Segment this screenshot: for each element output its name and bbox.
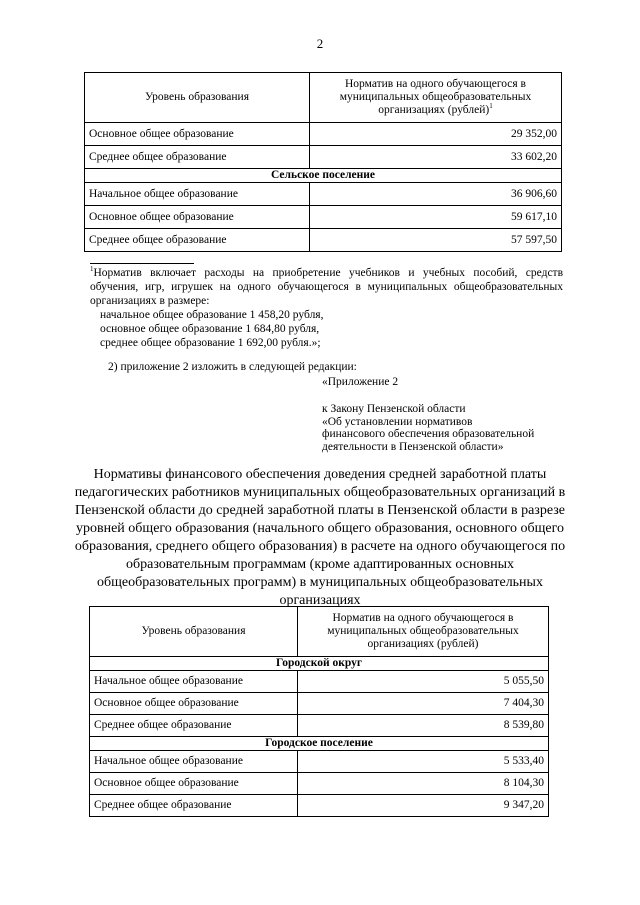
footnote-divider: [90, 263, 194, 264]
table-row: Среднее общее образование 57 597,50: [85, 229, 562, 252]
table-row: Основное общее образование 59 617,10: [85, 206, 562, 229]
table-row: Основное общее образование 8 104,30: [90, 773, 549, 795]
table2-header-norm: Норматив на одного обучающегося в муниципальных общеобразовательных организациях (рублей): [298, 607, 549, 657]
standards-table-2: [89, 606, 549, 817]
table-section-row: [85, 169, 562, 183]
table1-header-level: Уровень образования: [85, 73, 310, 123]
list-item-2: 2) приложение 2 изложить в следующей редакции:: [108, 361, 357, 373]
section-title: Городской округ: [90, 657, 549, 671]
table-row: Среднее общее образование 33 602,20: [85, 146, 562, 169]
table2-header-level: Уровень образования: [90, 607, 298, 657]
standards-table-1: [84, 72, 562, 252]
table-section-row: [90, 737, 549, 751]
table1-header-norm: Норматив на одного обучающегося в муниципальных общеобразовательных организациях (рублей)$^1$: [310, 73, 562, 123]
section-title: Сельское поселение: [85, 169, 562, 183]
table-row: Начальное общее образование 5 533,40: [90, 751, 549, 773]
table-row: Среднее общее образование 9 347,20: [90, 795, 549, 817]
footnote-text: $^1$Норматив включает расходы на приобретение учебников и учебных пособий, средств обучения, игр, игрушек на одного обучающегося в муниципальных общеобразовательных организациях в размере:: [90, 265, 563, 307]
table-row: Основное общее образование 7 404,30: [90, 693, 549, 715]
page-number: 2: [316, 36, 324, 51]
table-row: Среднее общее образование 8 539,80: [90, 715, 549, 737]
table-row: Начальное общее образование 5 055,50: [90, 671, 549, 693]
document-heading: Нормативы финансового обеспечения доведения средней заработной платы педагогических работников муниципальных общеобразовательных организаций в Пензенской области до средней заработной платы в Пензенской области в разрезе уровней общего образования (начального общего образования, основного общего образования, среднего общего образования) в расчете на одного обучающегося по образовательным программам (кроме адаптированных основных общеобразовательных программ) в муниципальных общеобразовательных организациях: [74, 467, 566, 608]
appendix-reference: к Закону Пензенской области «Об установлении нормативов финансового обеспечения образовательной деятельности в Пензенской области»: [322, 403, 535, 453]
appendix-title: «Приложение 2: [322, 376, 399, 388]
table-section-row: [90, 657, 549, 671]
table-row: Основное общее образование 29 352,00: [85, 123, 562, 146]
section-title: Городское поселение: [90, 737, 549, 751]
table-row: Начальное общее образование 36 906,60: [85, 183, 562, 206]
footnote: $^1$Норматив включает расходы на приобретение учебников и учебных пособий, средств обучения, игр, игрушек на одного обучающегося в муниципальных общеобразовательных организациях в размере: начальное общее образование 1 458,20 рубля, основное общее образование 1 684,80 рубля, среднее общее образование 1 692,00 рубля.»;: [90, 265, 563, 349]
